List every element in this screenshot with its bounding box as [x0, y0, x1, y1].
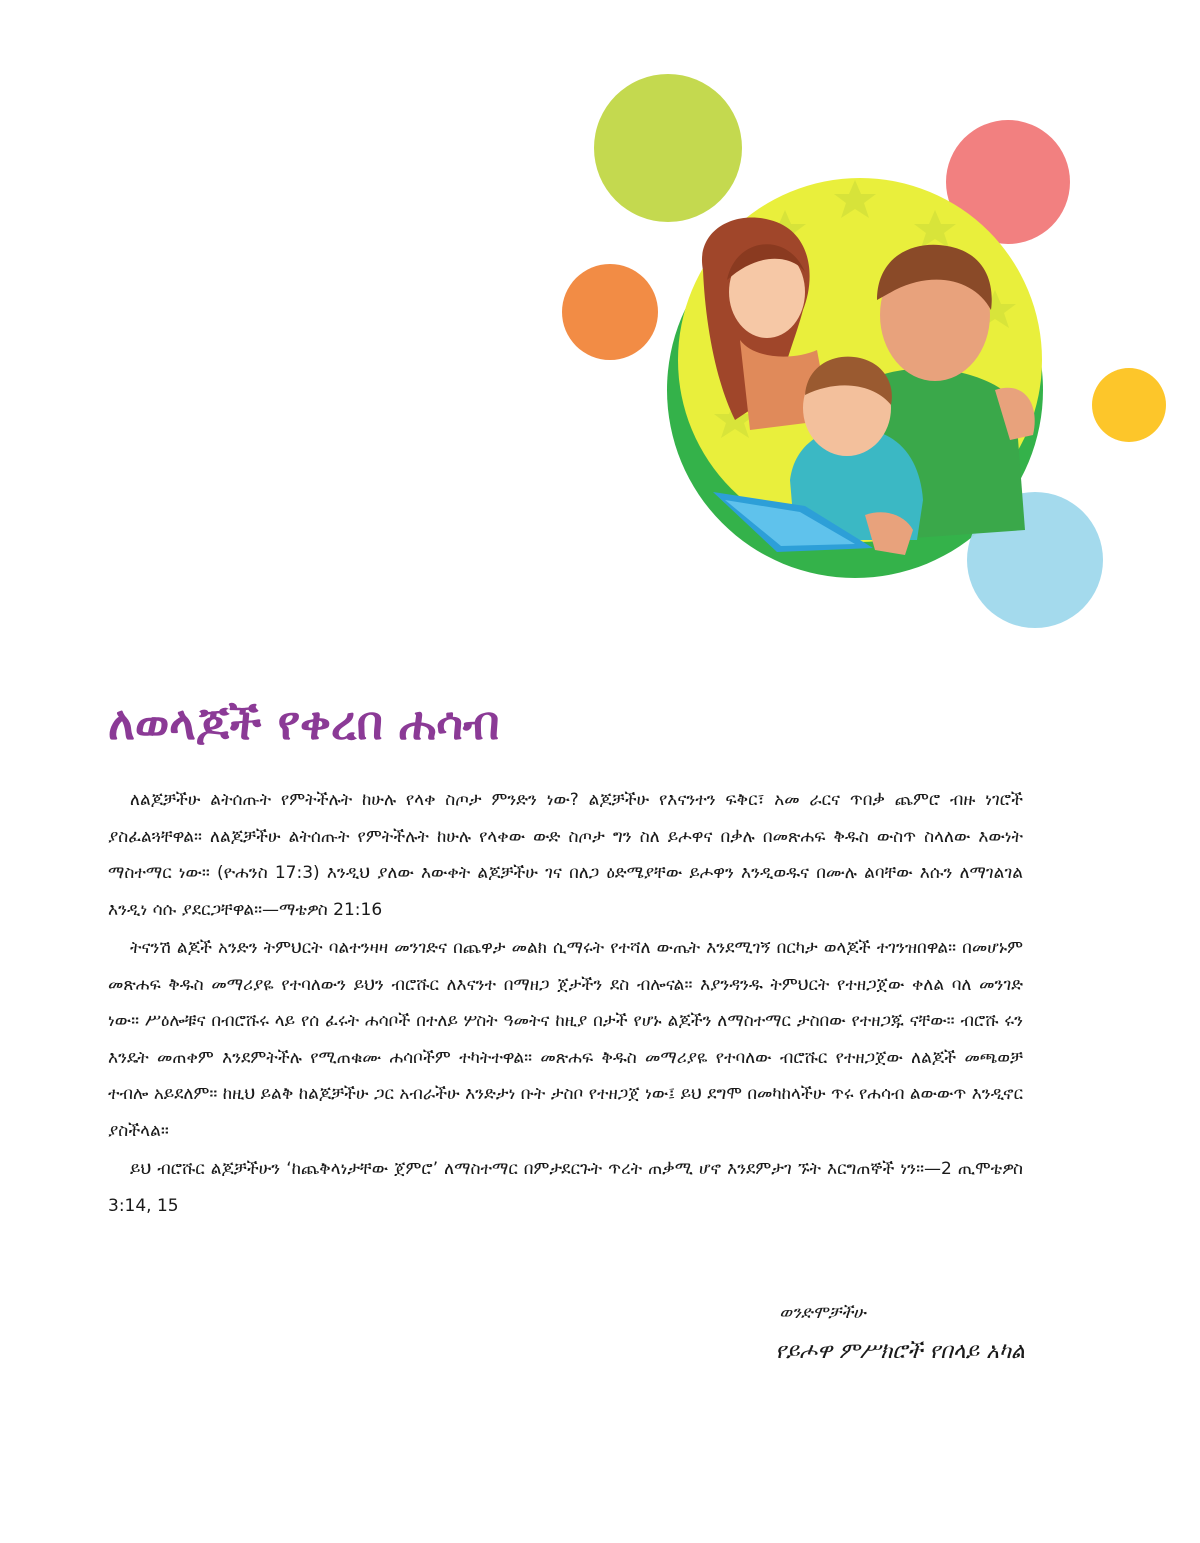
family-reading-illustration [555, 60, 1175, 640]
green-circle [594, 74, 742, 222]
paragraph-3: ይህ ብሮሹር ልጆቻችሁን ‘ከጨቅላነታቸው ጀምሮ’ ለማስተማር በምታደርጉት ጥረት ጠቃሚ ሆኖ እንደምታገ ኙት እርግጠኞች ነን።—2 ጢሞቴዎስ 3:14, 15 [108, 1159, 1023, 1216]
paragraph-2: ትናንሽ ልጆች አንድን ትምህርት ባልተንዛዛ መንገድና በጨዋታ መልክ ሲማሩት የተሻለ ውጤት እንደሚገኝ በርካታ ወላጆች ተገንዝበዋል። በመሆኑም መጽሐፍ ቅዱስ መማሪያዬ የተባለውን ይህን ብሮሹር ለእናንተ በማዘጋ ጀታችን ደስ ብሎናል። እያንዳንዱ ትምህርት የተዘጋጀው ቀለል ባለ መንገድ ነው። ሥዕሎቹና በብሮሹሩ ላይ የሰ ፈሩት ሐሳቦች በተለይ ሦስት ዓመትና ከዚያ በታች የሆኑ ልጆችን ለማስተማር ታስበው የተዘጋጁ ናቸው። ብሮሹ ሩን እንዴት መጠቀም እንደምትችሉ የሚጠቁሙ ሐሳቦችም ተካትተዋል። መጽሐፍ ቅዱስ መማሪያዬ የተባለው ብሮሹር የተዘጋጀው ለልጆች መጫወቻ ተብሎ አይደለም። ከዚህ ይልቅ ከልጆቻችሁ ጋር አብራችሁ እንድታነ ቡት ታስቦ የተዘጋጀ ነው፤ ይህ ደግሞ በመካከላችሁ ጥሩ የሐሳብ ልውውጥ እንዲኖር ያስችላል። [108, 938, 1023, 1141]
signoff [680, 1303, 1025, 1364]
page-title: ለወላጆች የቀረበ ሐሳብ [108, 696, 500, 750]
yellow-circle [1092, 368, 1166, 442]
signoff-sender: የይሖዋ ምሥክሮች የበላይ አካል [775, 1339, 1025, 1364]
paragraph-1: ለልጆቻችሁ ልትሰጡት የምትችሉት ከሁሉ የላቀ ስጦታ ምንድን ነው? ልጆቻችሁ የእናንተን ፍቅር፣ አመ ራርና ጥበቃ ጨምሮ ብዙ ነገሮች ያስፈልጓቸዋል። ለልጆቻችሁ ልትሰጡት የምትችሉት ከሁሉ የላቀው ውድ ስጦታ ግን ስለ ይሖዋና በቃሉ በመጽሐፍ ቅዱስ ውስጥ ስላለው እውነት ማስተማር ነው። (ዮሐንስ 17:3) እንዲህ ያለው እውቀት ልጆቻችሁ ገና በለጋ ዕድሜያቸው ይሖዋን እንዲወዱና በሙሉ ልባቸው እሱን ለማገልገል እንዲነ ሳሱ ያደርጋቸዋል።—ማቴዎስ 21:16 [108, 790, 1023, 920]
body-text [108, 782, 1023, 1226]
orange-circle [562, 264, 658, 360]
signoff-greeting: ወንድሞቻችሁ [779, 1303, 866, 1323]
